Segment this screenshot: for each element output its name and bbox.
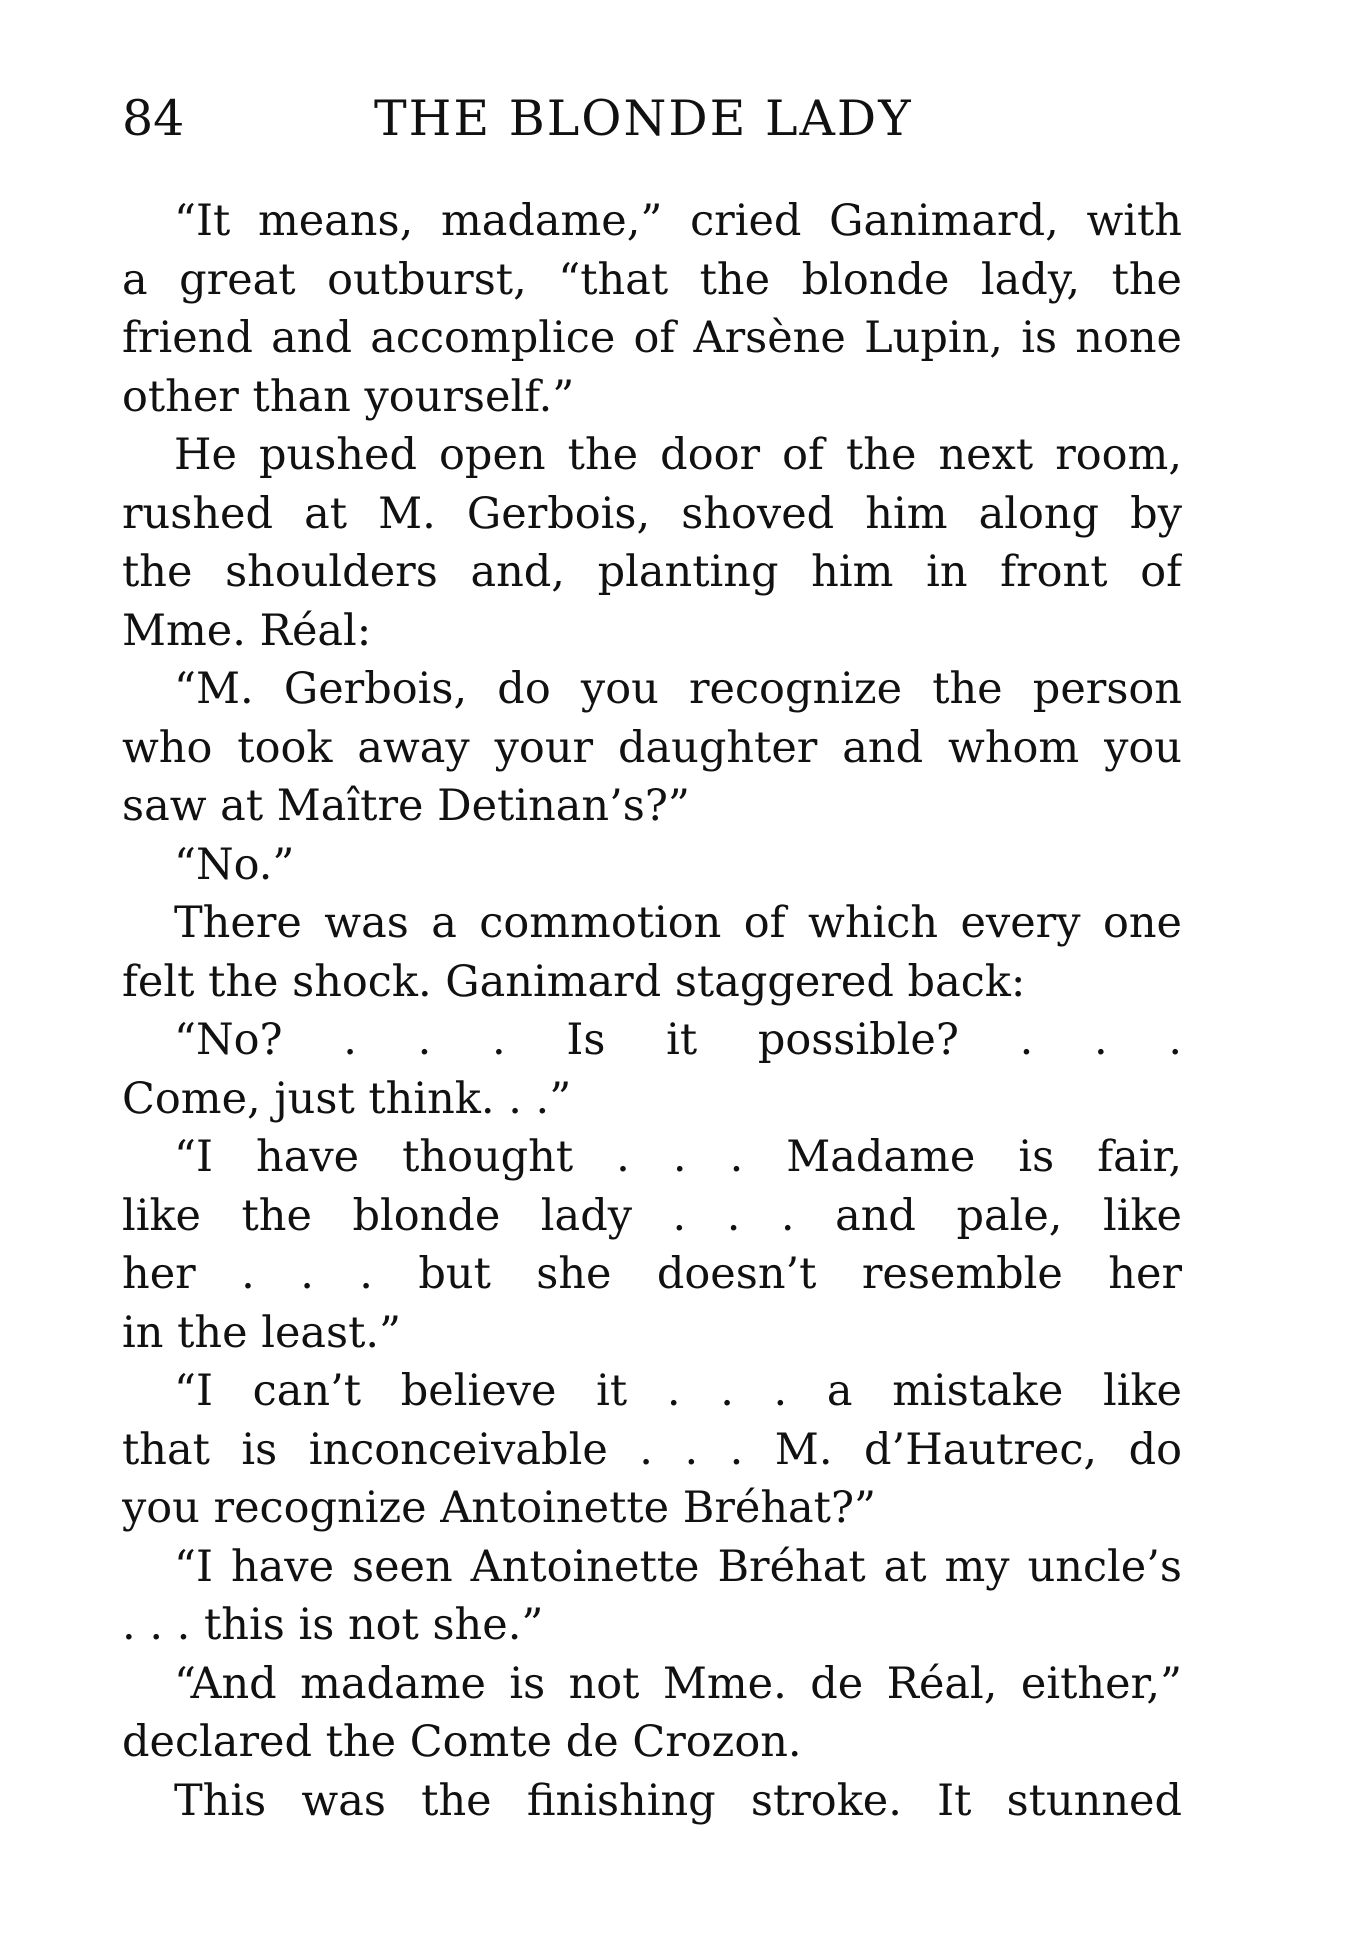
text-line: her . . . but she doesn’t resemble her xyxy=(122,1249,1182,1299)
text-line: “No.” xyxy=(174,839,295,890)
text-line: “It means, madame,” cried Ganimard, with xyxy=(174,196,1182,246)
text-line: “No? . . . Is it possible? . . . xyxy=(174,1015,1182,1065)
text-line: declared the Comte de Crozon. xyxy=(122,1717,802,1767)
text-line: Mme. Réal: xyxy=(122,605,372,656)
text-line: the shoulders and, planting him in front of xyxy=(122,547,1182,597)
text-line: “And madame is not Mme. de Réal, either,” xyxy=(174,1658,1182,1709)
text-line: like the blonde lady . . . and pale, like xyxy=(122,1190,1182,1241)
text-line: This was the finishing stroke. It stunned xyxy=(174,1775,1182,1826)
text-line: a great outburst, “that the blonde lady, the xyxy=(122,254,1182,305)
text-line: you recognize Antoinette Bréhat?” xyxy=(122,1483,876,1533)
text-line: He pushed open the door of the next room, xyxy=(174,430,1182,480)
text-line: that is inconceivable . . . M. d’Hautrec, do xyxy=(122,1424,1182,1475)
text-line: “I can’t believe it . . . a mistake like xyxy=(174,1366,1182,1416)
text-line: rushed at M. Gerbois, shoved him along by xyxy=(122,488,1182,539)
text-line: felt the shock. Ganimard staggered back: xyxy=(122,956,1026,1007)
page-number: 84 xyxy=(122,90,185,147)
body-text xyxy=(122,192,1182,1830)
text-line: friend and accomplice of Arsène Lupin, is none xyxy=(122,313,1182,363)
text-line: Come, just think. . .” xyxy=(122,1073,572,1124)
running-title: THE BLONDE LADY xyxy=(374,90,913,147)
text-line: who took away your daughter and whom you xyxy=(122,722,1182,773)
text-line: saw at Maître Detinan’s?” xyxy=(122,781,690,831)
text-line: There was a commotion of which every one xyxy=(174,898,1182,948)
text-line: other than yourself.” xyxy=(122,371,575,422)
text-line: “I have seen Antoinette Bréhat at my uncle’s xyxy=(174,1541,1182,1592)
text-line: “M. Gerbois, do you recognize the person xyxy=(174,664,1182,714)
text-line: in the least.” xyxy=(122,1307,402,1358)
page-header xyxy=(122,84,1182,154)
text-line: “I have thought . . . Madame is fair, xyxy=(174,1132,1182,1182)
text-line: . . . this is not she.” xyxy=(122,1600,544,1650)
